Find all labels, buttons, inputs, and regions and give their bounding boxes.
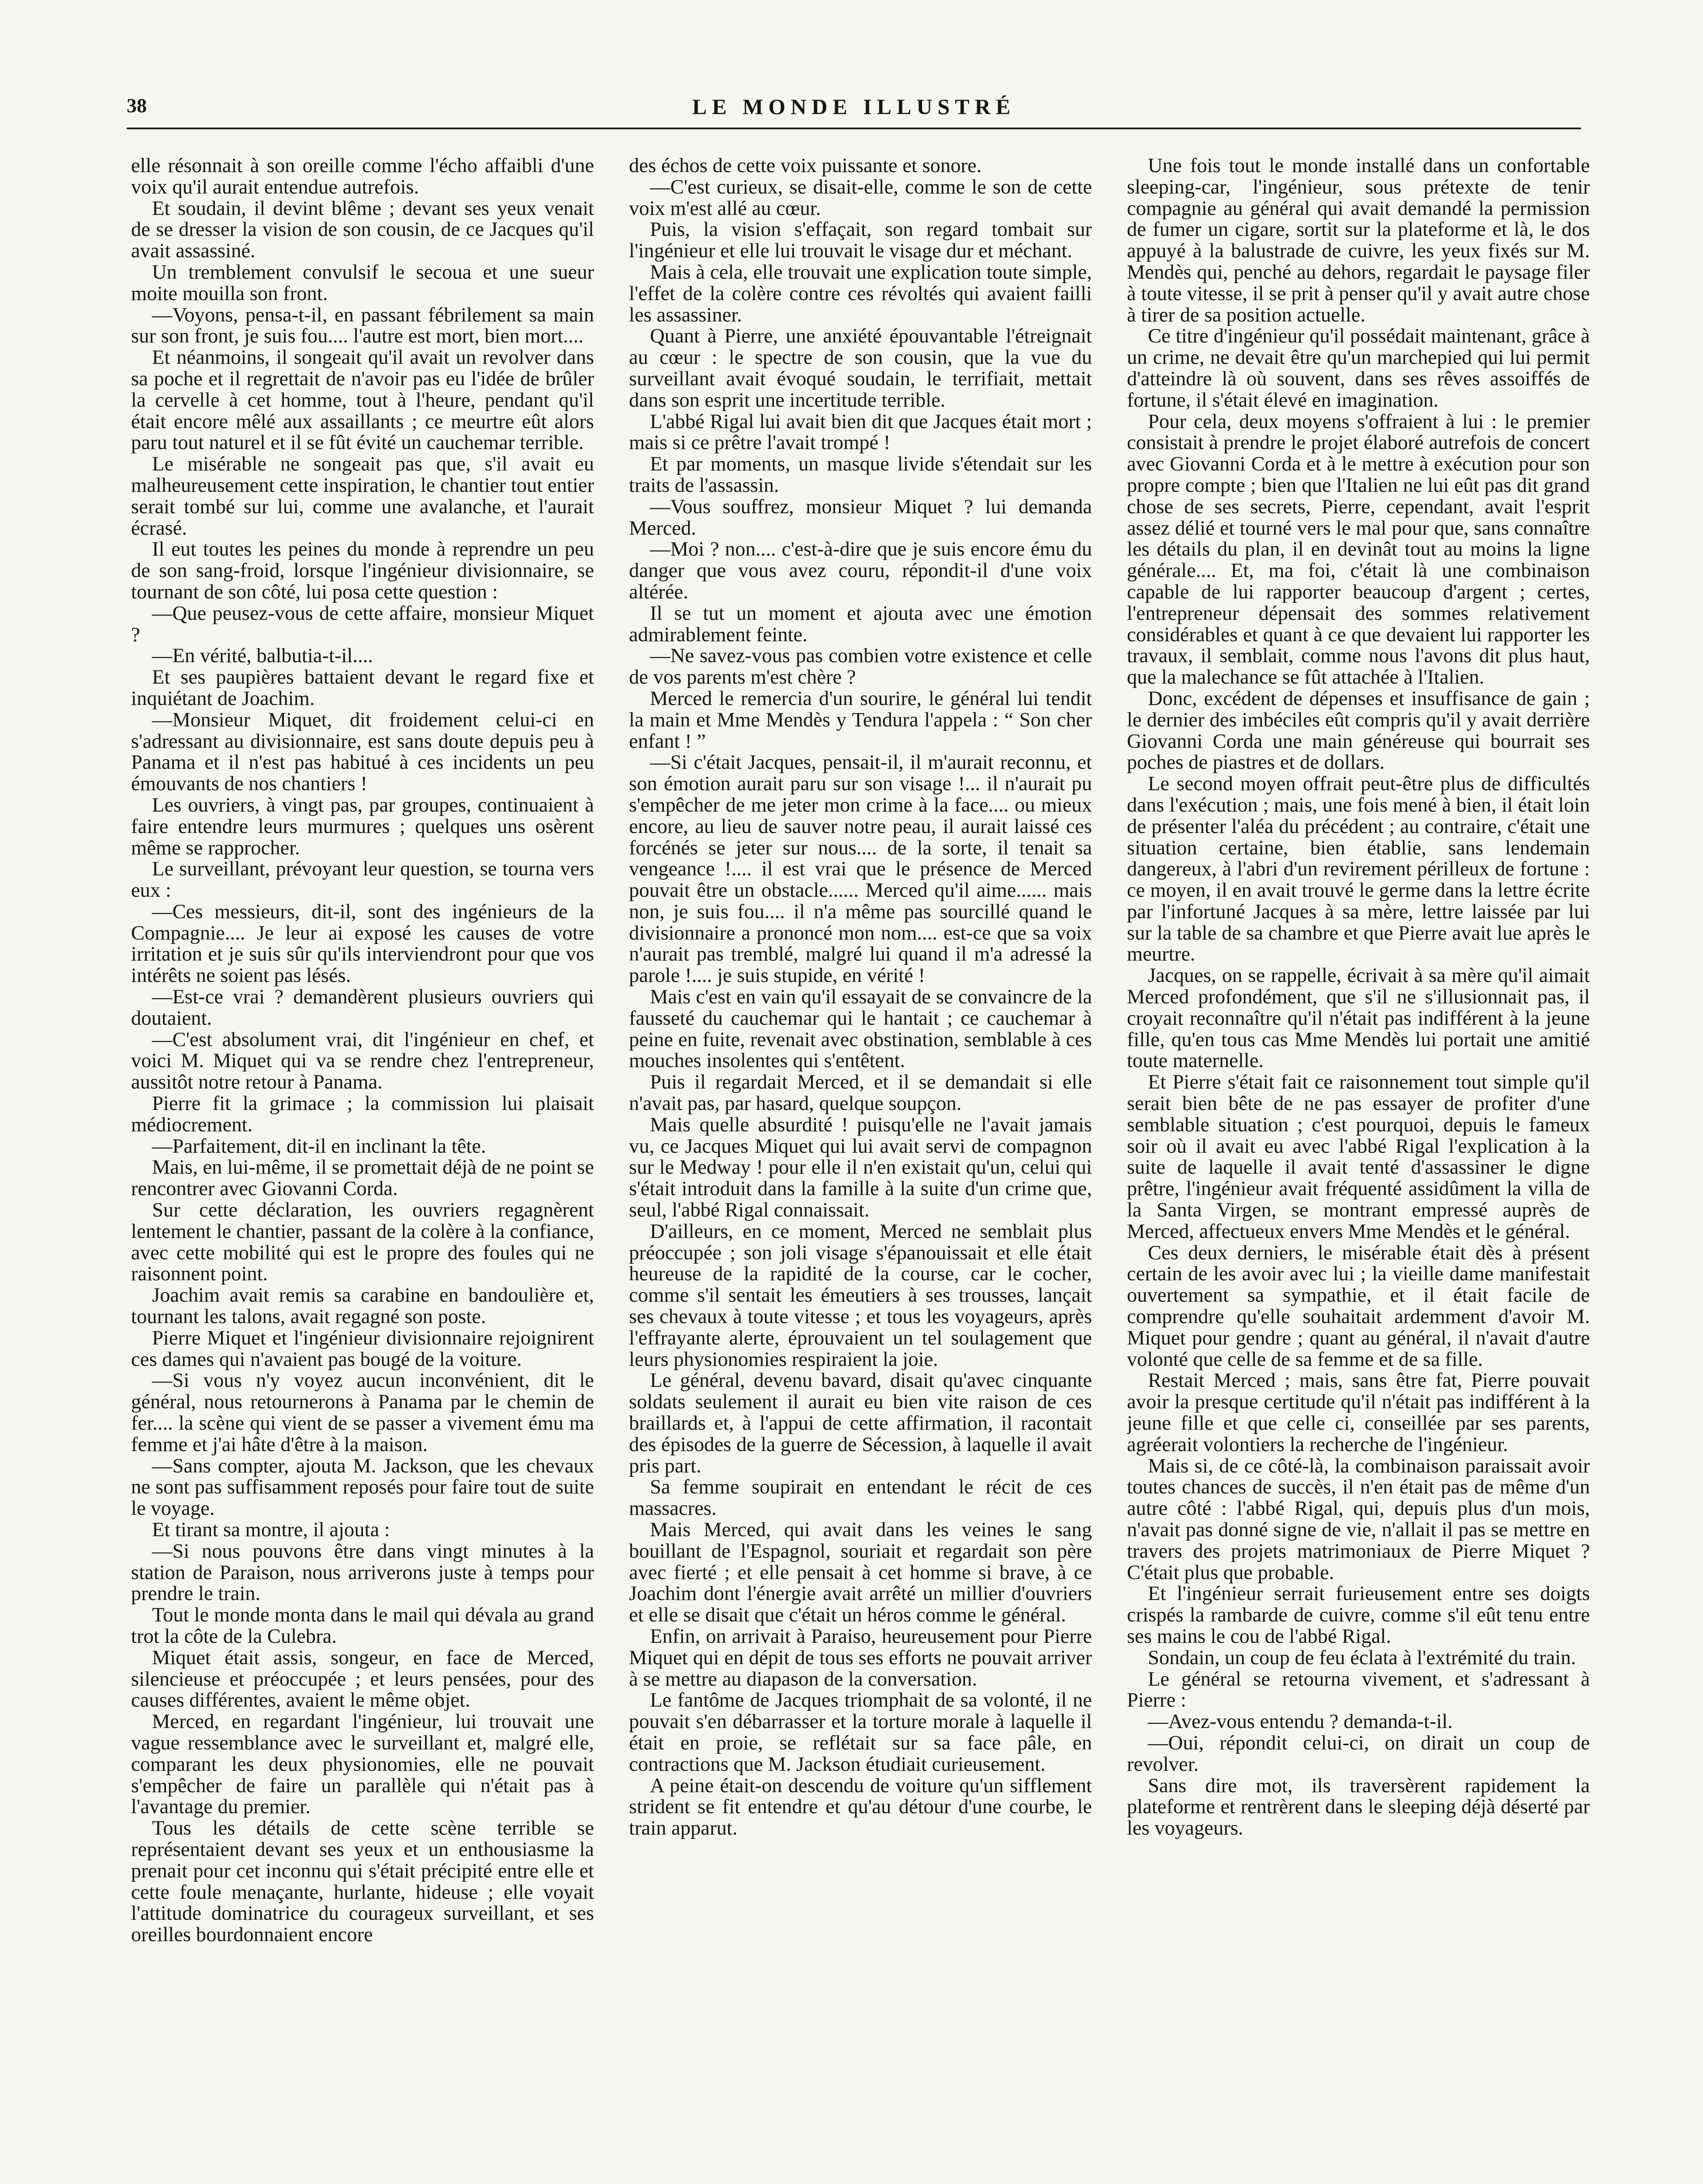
- paragraph: Mais c'est en vain qu'il essayait de se convaincre de la fausseté du cauchemar qui le hantait ; ce cauchemar à peine en fuite, revenait avec obstination, semblable à ces mouches insolentes qui s'entêtent.: [629, 985, 1092, 1072]
- paragraph: Et néanmoins, il songeait qu'il avait un revolver dans sa poche et il regrettait de n'avoir pas eu l'idée de brûler la cervelle à cet homme, tout à l'heure, pendant qu'il était encore mêlé aux assaillants ; ce meurtre eût alors paru tout naturel et il se fût évité un cauchemar terrible.: [131, 346, 594, 454]
- paragraph: —Avez-vous entendu ? demanda-t-il.: [1148, 1710, 1453, 1733]
- paragraph: —Ne savez-vous pas combien votre existence et celle de vos parents m'est chère ?: [629, 644, 1092, 689]
- paragraph: Sondain, un coup de feu éclata à l'extrémité du train.: [1148, 1646, 1576, 1669]
- paragraph: Mais, en lui-même, il se promettait déjà de ne point se rencontrer avec Giovanni Corda.: [131, 1156, 594, 1200]
- paragraph: Le misérable ne songeait pas que, s'il avait eu malheureusement cette inspiration, le chantier tout entier serait tombé sur lui, comme une avalanche, et l'aurait écrasé.: [131, 453, 594, 539]
- paragraph: Ce titre d'ingénieur qu'il possédait maintenant, grâce à un crime, ne devait être qu'un marchepied qui lui permit d'atteindre là où souvent, dans ses rêves assoiffés de fortune, il s'était élevé en imagination.: [1127, 325, 1590, 411]
- paragraph: —Monsieur Miquet, dit froidement celui-ci en s'adressant au divisionnaire, est sans doute depuis peu à Panama et il n'est pas habitué à ces incidents un peu émouvants de nos chantiers !: [131, 708, 594, 795]
- text-column-1: [131, 155, 594, 2184]
- paragraph: Et l'ingénieur serrait furieusement entre ses doigts crispés la rambarde de cuivre, comme s'il eût tenu entre ses mains le cou de l'abbé Rigal.: [1127, 1582, 1590, 1648]
- paragraph: Mais si, de ce côté-là, la combinaison paraissait avoir toutes chances de succès, il n'en était pas de même d'un autre côté : l'abbé Rigal, qui, depuis plus d'un mois, n'avait pas donné signe de vie, n'allait il pas se mettre en travers des projets matrimoniaux de Pierre Miquet ? C'était plus que probable.: [1127, 1454, 1590, 1584]
- paragraph: —C'est curieux, se disait-elle, comme le son de cette voix m'est allé au cœur.: [629, 175, 1092, 220]
- paragraph: Sur cette déclaration, les ouvriers regagnèrent lentement le chantier, passant de la colère à la confiance, avec cette mobilité qui est le propre des foules qui ne raisonnent point.: [131, 1199, 594, 1286]
- paragraph: Et tirant sa montre, il ajouta :: [152, 1518, 390, 1541]
- paragraph: —Si nous pouvons être dans vingt minutes à la station de Paraison, nous arriverons juste à temps pour prendre le train.: [131, 1539, 594, 1605]
- paragraph: —Voyons, pensa-t-il, en passant fébrilement sa main sur son front, je suis fou.... l'autre est mort, bien mort....: [131, 303, 594, 348]
- paragraph: Merced le remercia d'un sourire, le général lui tendit la main et Mme Mendès y Tendura l'appela : “ Son cher enfant ! ”: [629, 687, 1092, 753]
- paragraph: Enfin, on arrivait à Paraiso, heureusement pour Pierre Miquet qui en dépit de tous ses efforts ne pouvait arriver à se mettre au diapason de la conversation.: [629, 1624, 1092, 1690]
- paragraph: Pierre Miquet et l'ingénieur divisionnaire rejoignirent ces dames qui n'avaient pas bougé de la voiture.: [131, 1326, 594, 1371]
- paragraph: des échos de cette voix puissante et sonore.: [629, 155, 982, 177]
- paragraph: —Que peusez-vous de cette affaire, monsieur Miquet ?: [131, 601, 594, 646]
- paragraph: Le fantôme de Jacques triomphait de sa volonté, il ne pouvait s'en débarrasser et la torture morale à laquelle il était en proie, se reflétait sur sa face pâle, en contractions que M. Jackson étudiait curieusement.: [629, 1689, 1092, 1776]
- paragraph: Un tremblement convulsif le secoua et une sueur moite mouilla son front.: [131, 260, 594, 305]
- paragraph: Et soudain, il devint blême ; devant ses yeux venait de se dresser la vision de son cousin, de ce Jacques qu'il avait assassiné.: [131, 197, 594, 263]
- paragraph: Mais à cela, elle trouvait une explication toute simple, l'effet de la colère contre ces révoltés qui avaient failli les assassiner.: [629, 260, 1092, 326]
- paragraph: elle résonnait à son oreille comme l'écho affaibli d'une voix qu'il aurait entendue autrefois.: [131, 155, 594, 198]
- paragraph: Pierre fit la grimace ; la commission lui plaisait médiocrement.: [131, 1092, 594, 1136]
- paragraph: —C'est absolument vrai, dit l'ingénieur en chef, et voici M. Miquet qui va se rendre chez l'entrepreneur, aussitôt notre retour à Panama.: [131, 1028, 594, 1094]
- paragraph: Il eut toutes les peines du monde à reprendre un peu de son sang-froid, lorsque l'ingénieur divisionnaire, se tournant de son côté, lui posa cette question :: [131, 538, 594, 603]
- paragraph: Et par moments, un masque livide s'étendait sur les traits de l'assassin.: [629, 453, 1092, 497]
- paragraph: Tous les détails de cette scène terrible se représentaient devant ses yeux et un enthousiasme la prenait pour cet inconnu qui s'était précipité entre elle et cette foule menaçante, hurlante, hideuse ; elle voyait l'attitude dominatrice du courageux surveillant, et ses oreilles bourdonnaient encore: [131, 1817, 594, 1946]
- paragraph: Quant à Pierre, une anxiété épouvantable l'étreignait au cœur : le spectre de son cousin, que la vue du surveillant avait évoqué soudain, le terrifiait, mettait dans son esprit une incertitude terrible.: [629, 325, 1092, 411]
- paragraph: Le second moyen offrait peut-être plus de difficultés dans l'exécution ; mais, une fois mené à bien, il était loin de présenter l'aléa du précédent ; au contraire, c'était une situation certaine, bien établie, sans lendemain dangereux, à l'abri d'un revirement périlleux de fortune : ce moyen, il en avait trouvé le germe dans la lettre écrite par l'infortuné Jacques à sa mère, lettre laissée par lui sur la table de sa chambre et que Pierre avait lue après le meurtre.: [1127, 772, 1590, 966]
- paragraph: —Parfaitement, dit-il en inclinant la tête.: [152, 1134, 486, 1158]
- paragraph: —Sans compter, ajouta M. Jackson, que les chevaux ne sont pas suffisamment reposés pour faire tout de suite le voyage.: [131, 1454, 594, 1520]
- paragraph: —Si vous n'y voyez aucun inconvénient, dit le général, nous retournerons à Panama par le chemin de fer.... la scène qui vient de se passer a vivement ému ma femme et j'ai hâte d'être à la maison.: [131, 1369, 594, 1456]
- paragraph: —Moi ? non.... c'est-à-dire que je suis encore ému du danger que vous avez couru, répondit-il d'une voix altérée.: [629, 538, 1092, 603]
- paragraph: Une fois tout le monde installé dans un confortable sleeping-car, l'ingénieur, sous prétexte de tenir compagnie au général qui avait demandé la permission de fumer un cigare, sortit sur la plateforme et là, le dos appuyé à la balustrade de cuivre, les yeux fixés sur M. Mendès qui, penché au dehors, regardait le paysage filer à toute vitesse, il se prit à penser qu'il y avait autre chose à tirer de sa position actuelle.: [1127, 155, 1590, 326]
- paragraph: Restait Merced ; mais, sans être fat, Pierre pouvait avoir la presque certitude qu'il n'était pas indifférent à la jeune fille et que celle ci, conseillée par ses parents, agréerait volontiers la recherche de l'ingénieur.: [1127, 1369, 1590, 1456]
- paragraph: Ces deux derniers, le misérable était dès à présent certain de les avoir avec lui ; la vieille dame manifestait ouvertement sa sympathie, et il était facile de comprendre qu'elle souhaitait ardemment d'avoir M. Miquet pour gendre ; quant au général, il n'avait d'autre volonté que celle de sa femme et de sa fille.: [1127, 1241, 1590, 1371]
- paragraph: Sans dire mot, ils traversèrent rapidement la plateforme et rentrèrent dans le sleeping déjà déserté par les voyageurs.: [1127, 1774, 1590, 1840]
- paragraph: —Ces messieurs, dit-il, sont des ingénieurs de la Compagnie.... Je leur ai exposé les causes de votre irritation et je suis sûr qu'ils interviendront pour que vos intérêts ne soient pas lésés.: [131, 900, 594, 987]
- paragraph: Jacques, on se rappelle, écrivait à sa mère qu'il aimait Merced profondément, que s'il ne s'illusionnait pas, il croyait reconnaître qu'il n'était pas indifférent à la jeune fille, qu'en tous cas Mme Mendès lui portait une amitié toute maternelle.: [1127, 964, 1590, 1072]
- paragraph: Le surveillant, prévoyant leur question, se tourna vers eux :: [131, 857, 594, 902]
- paragraph: Puis il regardait Merced, et il se demandait si elle n'avait pas, par hasard, quelque soupçon.: [629, 1071, 1092, 1115]
- paragraph: Le général, devenu bavard, disait qu'avec cinquante soldats seulement il aurait eu bien vite raison de ces braillards et, à l'appui de cette affirmation, il racontait des épisodes de la guerre de Sécession, à laquelle il avait pris part.: [629, 1369, 1092, 1477]
- paragraph: Sa femme soupirait en entendant le récit de ces massacres.: [629, 1476, 1092, 1520]
- masthead-title: LE MONDE ILLUSTRÉ: [692, 94, 1016, 119]
- paragraph: —En vérité, balbutia-t-il....: [152, 644, 373, 667]
- paragraph: L'abbé Rigal lui avait bien dit que Jacques était mort ; mais si ce prêtre l'avait trompé !: [629, 410, 1092, 454]
- paragraph: Puis, la vision s'effaçait, son regard tombait sur l'ingénieur et elle lui trouvait le visage dur et méchant.: [629, 218, 1092, 263]
- paragraph: Il se tut un moment et ajouta avec une émotion admirablement feinte.: [629, 601, 1092, 646]
- text-column-3: [1127, 155, 1590, 2184]
- paragraph: D'ailleurs, en ce moment, Merced ne semblait plus préoccupée ; son joli visage s'épanouissait et elle était heureuse de la rapidité de la course, car le cocher, comme s'il sentait les émeutiers à ses trousses, lançait ses chevaux à toute vitesse ; et tous les voyageurs, après l'effrayante alerte, éprouvaient un tel soulagement que leurs physionomies respiraient la joie.: [629, 1220, 1092, 1371]
- paragraph: —Si c'était Jacques, pensait-il, il m'aurait reconnu, et son émotion aurait paru sur son visage !... il n'aurait pu s'empêcher de me jeter mon crime à la face.... ou mieux encore, au lieu de sauver notre peau, il aurait laissé ces forcénés se jeter sur nous.... de la sorte, il tenait sa vengeance !.... il est vrai que le présence de Merced pouvait être un obstacle...... Merced qu'il aime...... mais non, je suis fou.... il n'a même pas sourcillé quand le divisionnaire a prononcé mon nom.... est-ce que sa voix n'aurait pas tremblé, malgré lui quand il m'a adressé la parole !.... je suis stupide, en vérité !: [629, 751, 1092, 987]
- paragraph: Les ouvriers, à vingt pas, par groupes, continuaient à faire entendre leurs murmures ; quelques uns osèrent même se rapprocher.: [131, 793, 594, 859]
- paragraph: Le général se retourna vivement, et s'adressant à Pierre :: [1127, 1667, 1590, 1712]
- text-column-2: [629, 155, 1092, 2184]
- paragraph: Joachim avait remis sa carabine en bandoulière et, tournant les talons, avait regagné son poste.: [131, 1284, 594, 1328]
- header-rule: [127, 128, 1581, 129]
- paragraph: Mais Merced, qui avait dans les veines le sang bouillant de l'Espagnol, souriait et regardait son père avec fierté ; et elle pensait à cet homme si brave, à ce Joachim dont l'énergie avait arrêté un millier d'ouvriers et elle se disait que c'était un héros comme le général.: [629, 1518, 1092, 1627]
- paragraph: Mais quelle absurdité ! puisqu'elle ne l'avait jamais vu, ce Jacques Miquet qui lui avait servi de compagnon sur le Medway ! pour elle il n'en existait qu'un, celui qui s'était introduit dans la famille à la suite d'un crime que, seul, l'abbé Rigal connaissait.: [629, 1113, 1092, 1222]
- paragraph: Tout le monde monta dans le mail qui dévala au grand trot la côte de la Culebra.: [131, 1603, 594, 1648]
- page-header: [127, 94, 1581, 120]
- paragraph: —Vous souffrez, monsieur Miquet ? lui demanda Merced.: [629, 495, 1092, 539]
- page-number: 38: [127, 94, 147, 117]
- paragraph: Et Pierre s'était fait ce raisonnement tout simple qu'il serait bien bête de ne pas essayer de profiter d'une semblable situation ; c'est pourquoi, depuis le fameux soir où il avait eu avec l'abbé Rigal l'explication à la suite de laquelle il avait tenté d'assassiner le digne prêtre, l'ingénieur avait fréquenté assidûment la villa de la Santa Virgen, se montrant empressé auprès de Merced, affectueux envers Mme Mendès et le général.: [1127, 1071, 1590, 1243]
- paragraph: Miquet était assis, songeur, en face de Merced, silencieuse et préoccupée ; et leurs pensées, pour des causes différentes, avaient le même objet.: [131, 1646, 594, 1712]
- paragraph: Donc, excédent de dépenses et insuffisance de gain ; le dernier des imbéciles eût compris qu'il y avait derrière Giovanni Corda une main généreuse qui bourrait ses poches de piastres et de dollars.: [1127, 687, 1590, 774]
- paragraph: Et ses paupières battaient devant le regard fixe et inquiétant de Joachim.: [131, 666, 594, 710]
- paragraph: A peine était-on descendu de voiture qu'un sifflement strident se fit entendre et qu'au détour d'une courbe, le train apparut.: [629, 1774, 1092, 1840]
- paragraph: —Oui, répondit celui-ci, on dirait un coup de revolver.: [1127, 1731, 1590, 1776]
- paragraph: —Est-ce vrai ? demandèrent plusieurs ouvriers qui doutaient.: [131, 985, 594, 1030]
- paragraph: Merced, en regardant l'ingénieur, lui trouvait une vague ressemblance avec le surveillant et, malgré elle, comparant les deux physionomies, elle ne pouvait s'empêcher de faire un parallèle qui n'était pas à l'avantage du premier.: [131, 1710, 594, 1818]
- paragraph: Pour cela, deux moyens s'offraient à lui : le premier consistait à prendre le projet élaboré autrefois de concert avec Giovanni Corda et à le mettre à exécution pour son propre compte ; bien que l'Italien ne lui eût pas dit grand chose de ses secrets, Pierre, cependant, avait l'esprit assez délié et tourné vers le mal pour que, sans connaître les détails du plan, il en devinât tout au moins la ligne générale.... Et, ma foi, c'était là une combinaison capable de lui rapporter beaucoup d'argent ; certes, l'entrepreneur dépensait des sommes relativement considérables et quant à ce que devaient lui rapporter les travaux, il semblait, comme nous l'avons dit plus haut, que la malechance se fût attachée à l'Italien.: [1127, 410, 1590, 689]
